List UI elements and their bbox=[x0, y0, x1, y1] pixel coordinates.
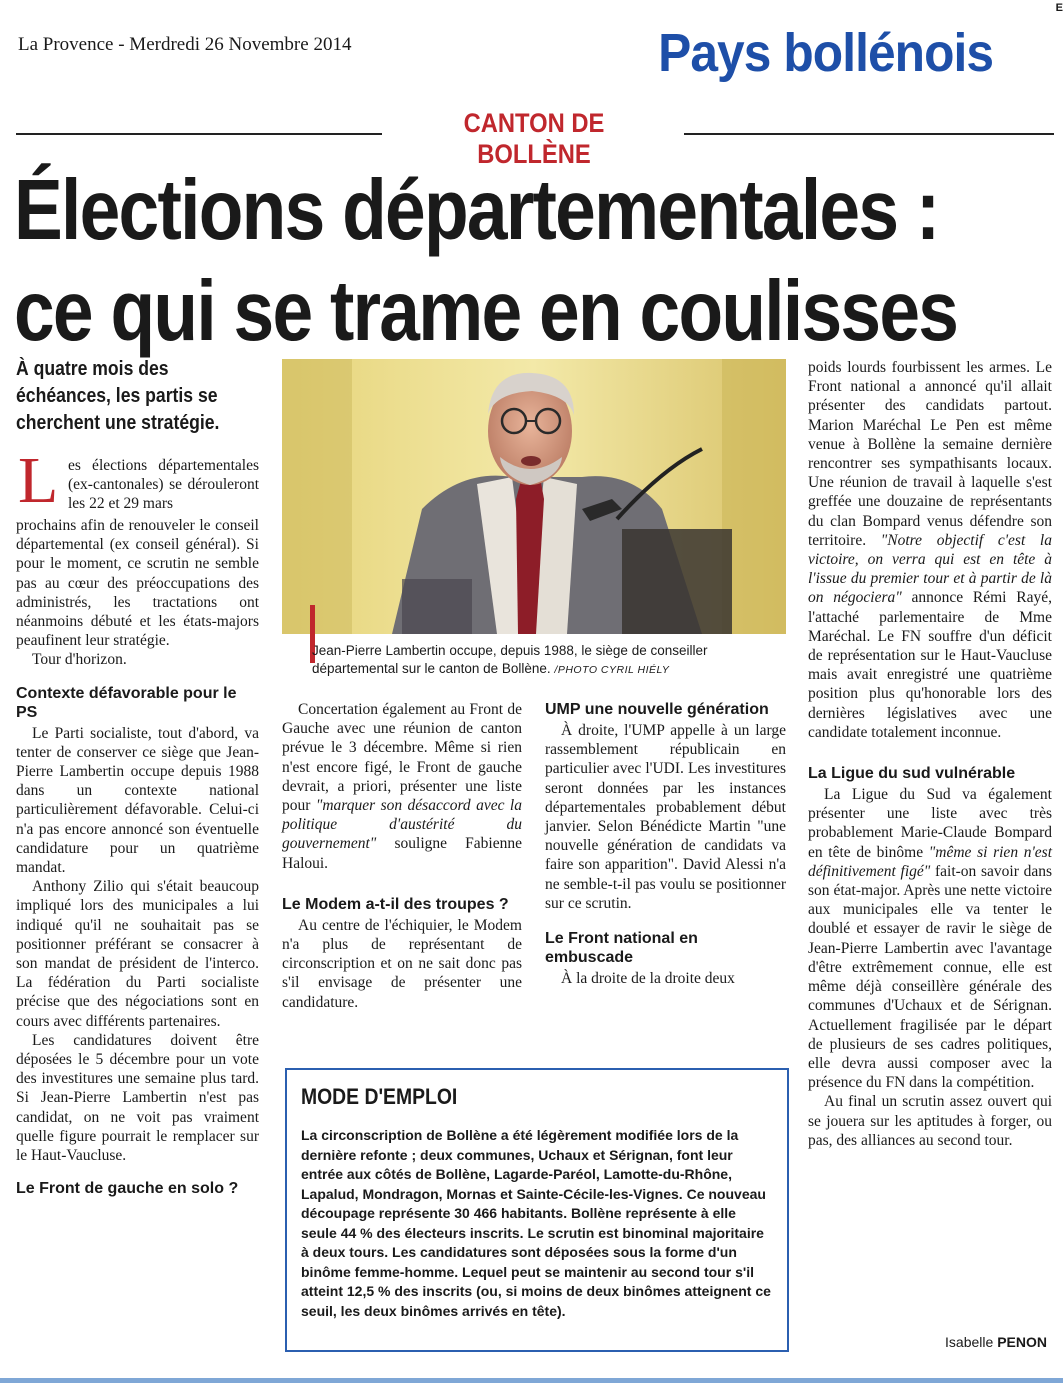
fdg-quote: "marquer son désaccord avec la politique d'austérité du gouvernement" bbox=[282, 797, 522, 853]
intro-tour: Tour d'horizon. bbox=[32, 651, 127, 669]
author-last-name: PENON bbox=[997, 1334, 1047, 1350]
ump-paragraph-1: À droite, l'UMP appelle à un large rassemblement républicain en particulier avec l'UDI. Les investitures seront données par les instances départementales probablement début janvier. Selon Bénédicte Martin "une nouvelle génération de candidats va faire son apparition". David Alessi n'a ne semble-t-il pas voulu se positionner sur ce scrutin. bbox=[545, 722, 786, 912]
corner-mark: E bbox=[1055, 2, 1063, 14]
ps-paragraph-3: Les candidatures doivent être déposées le 5 décembre pour un vote des investitures une semaine plus tard. Si Jean-Pierre Lambertin n'est pas candidat, on ne voit pas vraiment quelle figure pourrait le remplacer sur le Haut-Vaucluse. bbox=[16, 1031, 259, 1165]
column-3 bbox=[545, 700, 786, 988]
kicker-rule-right bbox=[684, 133, 1054, 135]
modem-paragraph-1: Au centre de l'échiquier, le Modem n'a plus de représentant de circonscription et on ne sait donc pas s'il envisage de présenter une candidature. bbox=[282, 916, 522, 1011]
fdg-paragraph-1 bbox=[282, 700, 522, 873]
subhead-ump: UMP une nouvelle génération bbox=[545, 701, 769, 718]
author-signature bbox=[945, 1334, 1047, 1350]
headline-line-1: Élections départementales : bbox=[14, 163, 939, 258]
ligue-text-end: fait-on savoir dans son état-major. Après une nette victoire aux municipales elle va tenter le doublé et essayer de ravir le siège de Jean-Pierre Lambertin avec l'avantage d'être extrêmement connue, elle est même déjà conseillère générale des communes d'Uchaux et de Sérignan. Actuellement fragilisée par le départ de plusieurs de ses cadres politiques, elle devra aussi composer avec la présence du FN dans la compétition. bbox=[808, 862, 1052, 1092]
ligue-paragraph-1 bbox=[808, 785, 1052, 1092]
fn-text-end: annonce Rémi Rayé, l'attaché parlementaire de Mme Maréchal. Le FN souffre d'un déficit de représentation sur le Haut-Vaucluse mais avait enregistré une quatrième position plus qu'honorable lors des dernières législatives avec une candidate totalement inconnue. bbox=[808, 589, 1052, 741]
fdg-text-start: Concertation également au Front de Gauche avec une réunion de canton prévue le 3 décembre. Même si rien n'est encore figé, le Front de gauche devrait, a priori, présenter une liste pour bbox=[282, 701, 522, 815]
mode-emploi-title: MODE D'EMPLOI bbox=[301, 1084, 458, 1109]
photo-credit: /PHOTO CYRIL HIÉLY bbox=[554, 664, 670, 676]
subhead-fn: Le Front national en embuscade bbox=[545, 930, 698, 967]
subhead-modem: Le Modem a-t-il des troupes ? bbox=[282, 895, 509, 913]
ps-paragraph-1: Le Parti socialiste, tout d'abord, va tenter de conserver ce siège que Jean-Pierre Lambertin occupe depuis 1988 dans un contexte national particulièrement défavorable. Celui-ci n'a pas encore annoncé son éventuelle candidature pour un quatrième mandat. bbox=[16, 724, 259, 877]
column-4 bbox=[808, 358, 1052, 1150]
fn-quote: "Notre objectif c'est la victoire, on verra qui est en tête à l'issue du premier tour et à partir de là on négociera" bbox=[808, 531, 1052, 607]
drop-cap: L bbox=[18, 444, 59, 517]
column-2 bbox=[282, 700, 522, 1012]
ligue-paragraph-2: Au final un scrutin assez ouvert qui se jouera sur les aptitudes à forger, ou pas, des alliances au second tour. bbox=[808, 1093, 1052, 1149]
intro-first-part: es élections départementales (ex-cantonales) se dérouleront les 22 et 29 mars bbox=[68, 457, 259, 513]
headline-line-2: ce qui se trame en coulisses bbox=[14, 264, 958, 359]
mode-emploi-box bbox=[285, 1068, 789, 1352]
subhead-ps: Contexte défavorable pour le PS bbox=[16, 684, 237, 721]
subhead-fdg: Le Front de gauche en solo ? bbox=[16, 1180, 239, 1198]
kicker-rule-left bbox=[16, 133, 382, 135]
author-first-name: Isabelle bbox=[945, 1334, 994, 1350]
ligue-quote: "même si rien n'est définitivement figé" bbox=[808, 843, 1053, 880]
intro-continuation: prochains afin de renouveler le conseil départemental (ex conseil général). Si pour le moment, ce scrutin ne semble pas au cœur des préoccupations des administrés, les tractations ont néanmoins débuté et les états-majors peaufinent leur stratégie. bbox=[16, 517, 259, 650]
section-title: Pays bollénois bbox=[657, 23, 993, 83]
mode-emploi-text: La circonscription de Bollène a été légèrement modifiée lors de la dernière refonte ; deux communes, Uchaux et Sérignan, font leur entrée aux côtés de Bollène, Lagarde-Paréol, Lamotte-du-Rhône, Lapalud, Mondragon, Mornas et Sainte-Cécile-les-Vignes. Ce nouveau découpage représente 30 466 habitants. Bollène représente à elle seule 44 % des électeurs inscrits. Le scrutin est binominal majoritaire à deux tours. Les candidatures sont déposées sous la forme d'un binôme femme-homme. Lequel peut se maintenir au second tour s'il atteint 12,5 % des inscrits (ou, si moins de deux binômes atteignent ce seuil, les deux binômes arrivés en tête). bbox=[301, 1127, 771, 1319]
chapo: À quatre mois des échéances, les partis se cherchent une stratégie. bbox=[16, 358, 220, 434]
fn-paragraph-start: À la droite de la droite deux bbox=[561, 970, 735, 988]
subhead-ligue: La Ligue du sud vulnérable bbox=[808, 765, 1016, 783]
kicker: CANTON DE BOLLÈNE bbox=[463, 108, 605, 169]
ps-paragraph-2: Anthony Zilio qui s'était beaucoup impliqué lors des municipales a lui indiqué qu'il ne souhaitait pas se positionner préférant se consacrer à son mandat de président de l'interco. La fédération du Parti socialiste précise que des négociations sont en cours avec différents partenaires. bbox=[16, 878, 259, 1030]
photo-lambertin bbox=[282, 359, 786, 634]
speaker-photo-image bbox=[282, 359, 786, 634]
photo-caption-text: Jean-Pierre Lambertin occupe, depuis 1988, le siège de conseiller départemental sur le canton de Bollène. bbox=[312, 643, 708, 676]
headline bbox=[14, 160, 958, 362]
bottom-strip bbox=[0, 1378, 1063, 1383]
photo-caption bbox=[312, 642, 786, 679]
fdg-text-end: souligne Fabienne Haloui. bbox=[282, 835, 522, 872]
ligue-text-start: La Ligue du Sud va également présenter une liste avec très probablement Marie-Claude Bompard en tête de binôme bbox=[808, 786, 1052, 861]
fn-text-start: poids lourds fourbissent les armes. Le Front national a annoncé qu'il allait présenter des candidats partout. Marion Maréchal Le Pen est même venue à Bollène la semaine dernière rencontrer ses sympathisants locaux. Une réunion de travail à laquelle s'est greffée une douzaine de représentants du clan Bompard venus défendre son territoire. bbox=[808, 359, 1052, 549]
fn-paragraph-continued bbox=[808, 358, 1052, 742]
publication-line: La Provence - Merdredi 26 Novembre 2014 bbox=[18, 34, 352, 55]
